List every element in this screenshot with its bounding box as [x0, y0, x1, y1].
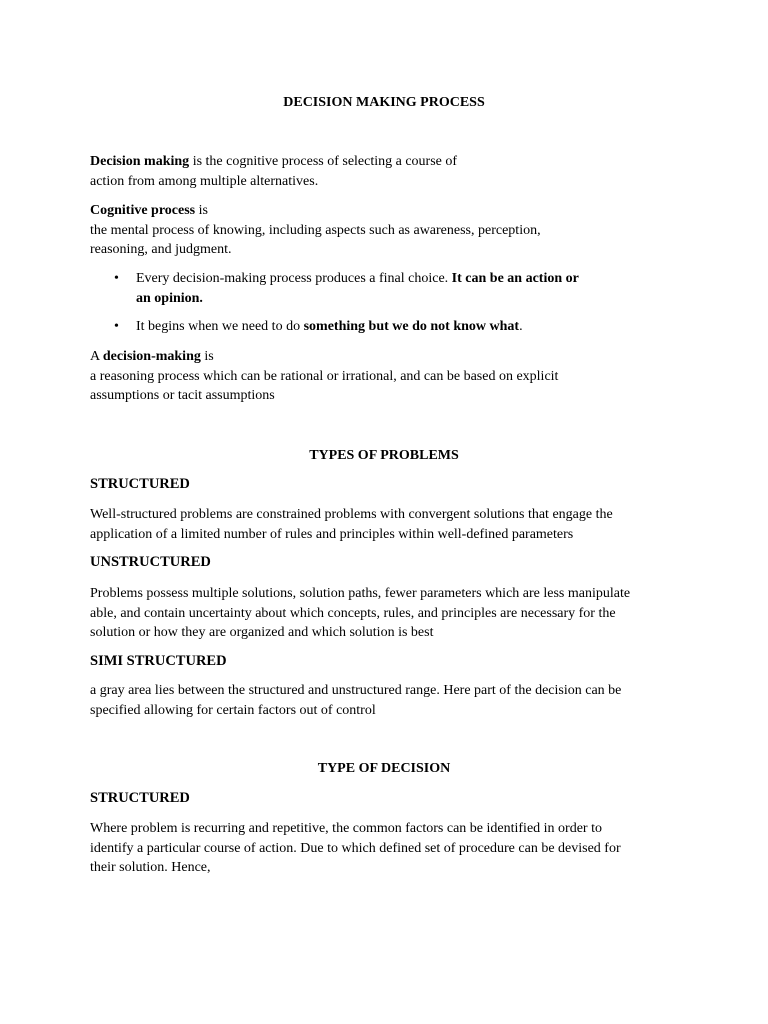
- paragraph-line: able, and contain uncertainty about which concepts, rules, and principles are necessary for the: [90, 605, 616, 621]
- definition-line: reasoning, and judgment.: [90, 242, 232, 257]
- paragraph-line: solution or how they are organized and which solution is best: [90, 625, 434, 640]
- definition-text: is: [195, 203, 208, 218]
- definition-text: is: [200, 349, 214, 364]
- decision-making-definition: [90, 152, 680, 191]
- definition-text: is the cognitive process of selecting a course of: [189, 154, 458, 169]
- paragraph-line: Problems possess multiple solutions, solution paths, fewer parameters which are less manipulate: [90, 586, 631, 601]
- decision-making-term: decision-making: [102, 349, 201, 364]
- definition-line: [90, 347, 680, 367]
- definition-prefix: A: [90, 349, 103, 364]
- bullet-line: [136, 269, 656, 289]
- bullet-item: [136, 317, 656, 337]
- section-heading-type-of-decision: TYPE OF DECISION: [317, 761, 451, 776]
- subheading-unstructured: UNSTRUCTURED: [90, 554, 211, 570]
- bullet-symbol: •: [114, 319, 119, 334]
- decision-making-term: Decision making: [90, 154, 190, 169]
- definition-line: [90, 201, 680, 221]
- paragraph-line: Where problem is recurring and repetitive, the common factors can be identified in order to: [90, 821, 602, 836]
- paragraph-line: identify a particular course of action. Due to which defined set of procedure can be devised for: [90, 840, 621, 856]
- definition-line: a reasoning process which can be rational or irrational, and can be based on explicit: [90, 368, 559, 384]
- definition-line: assumptions or tacit assumptions: [90, 388, 275, 403]
- document-title: DECISION MAKING PROCESS: [283, 95, 485, 110]
- bullet-bold-text: something but we do not know what: [303, 319, 520, 334]
- bullet-text: Every decision-making process produces a final choice.: [136, 271, 452, 286]
- subheading-structured-decision: STRUCTURED: [90, 790, 190, 806]
- paragraph-line: their solution. Hence,: [90, 860, 211, 875]
- bullet-text: It begins when we need to do: [136, 319, 304, 334]
- bullet-item: [136, 269, 656, 308]
- definition-line: the mental process of knowing, including aspects such as awareness, perception,: [90, 222, 541, 238]
- definition-line: action from among multiple alternatives.: [90, 173, 319, 189]
- bullet-bold-text: an opinion.: [136, 290, 203, 306]
- unstructured-paragraph: [90, 584, 680, 643]
- section-heading-types-of-problems: TYPES OF PROBLEMS: [309, 448, 459, 463]
- paragraph-line: application of a limited number of rules and principles within well-defined parameters: [90, 526, 574, 542]
- bullet-symbol: •: [114, 271, 119, 286]
- definition-line: [90, 152, 680, 172]
- cognitive-process-term: Cognitive process: [90, 203, 196, 218]
- simi-structured-paragraph: [90, 681, 680, 720]
- structured-paragraph: [90, 505, 680, 544]
- paragraph-line: a gray area lies between the structured and unstructured range. Here part of the decision can be: [90, 683, 622, 698]
- paragraph-line: specified allowing for certain factors out of control: [90, 702, 376, 718]
- subheading-simi-structured: SIMI STRUCTURED: [90, 653, 227, 669]
- bullet-line: [136, 289, 656, 309]
- paragraph-line: Well-structured problems are constrained problems with convergent solutions that engage the: [90, 507, 613, 522]
- subheading-structured: STRUCTURED: [90, 476, 190, 492]
- cognitive-process-definition: [90, 201, 680, 260]
- decision-making-reasoning: [90, 347, 680, 406]
- bullet-bold-text: It can be an action or: [451, 271, 579, 286]
- structured-decision-paragraph: [90, 819, 680, 878]
- bullet-text-end: .: [519, 319, 523, 334]
- bullet-line: [136, 317, 656, 337]
